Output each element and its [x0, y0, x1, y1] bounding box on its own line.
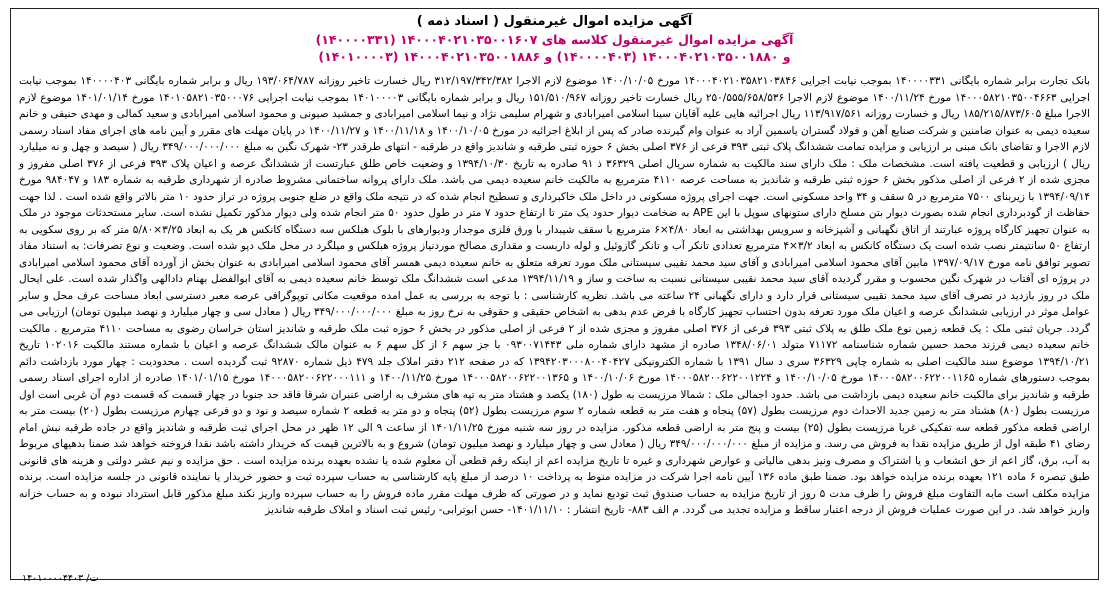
notice-footer: م الف ۸۸۳- تاریخ انتشار : ۱۴۰۱/۱۱/۱۰- حسن ابوترابی- رئیس ثبت اسناد و املاک طرقبه شاندیز — [265, 504, 679, 516]
notice-subtitle-line-1: آگهی مزایده اموال غیرمنقول کلاسه های ۱۴۰۰۰۴۰۲۱۰۳۵۰۰۱۶۰۷ (۱۴۰۰۰۰۳۳۱) — [315, 32, 794, 47]
notice-body-text: بانک تجارت برابر شماره بایگانی ۱۴۰۰۰۰۳۳۱ بموجب نیابت اجرایی ۱۴۰۰۰۴۰۲۱۰۳۵۸۲۱۰۳۸۴۶ مورخ ۱۴۰۰/۱۰/۰۵ موضوع لازم الاجرا ۳۱۲/۱۹۷/۳۴۲/۳۸۲ ریال خسارت تاخیر روزانه ۱۹۳/۰۶۴/۷۸۷ ریال و برابر شماره بایگانی ۱۴۰۰۰۰۴۰۳ بموجب نیابت اجرایی ۱۴۰۰۰۵۸۲۱۰۳۵۰۰۴۶۶۳ مورخ ۱۴۰۰/۱۱/۲۴ موضوع لازم الاجرا ۲۵۰/۵۵۵/۶۵۸/۵۳۶ ریال خسارت تاخیر روزانه ۱۵۱/۵۱۰/۹۶۷ ریال و برابر شماره بایگانی ۱۴۰۱۰۰۰۰۳ بموجب نیابت اجرایی ۱۴۰۱۰۵۸۲۱۰۳۵۰۰۰۷۶ مورخ ۱۴۰۱/۰۱/۱۴ موضوع لازم الاجرا مبلغ ۱۸۵/۲۱۵/۸۷۳/۶۰۵ ریال و خسارت روزانه ۱۱۳/۹۱۷/۵۶۱ ریال اجرائیه هایی علیه آقایان سینا اسلامی امیرابادی و شهرام سلیمی نژاد و نیما اسلامی امیرابادی و جمشید صیونی و محمود اسلامی امیرابادی و سعید کمالی و مهدی حنیفی و خانم سعیده دیمی به عنوان ضامنین و شرکت صنایع آهن و فولاد گستران یاسمین آراد به عنوان وام گیرنده صادر که پس از ابلاغ اجرائیه در مورخ ۱۴۰۰/۱۰/۰۵ و ۱۴۰۰/۱۱/۱۸ و ۱۴۰۰/۱۱/۲۷ در پایان مهلت های مقرر و آیین نامه های اجرای مفاد اسناد رسمی لازم الاجرا و تقاضای بانک مبنی بر ارزیابی و مزایده تمامت ششدانگ پلاک ثبتی ۳۹۳ فرعی از ۳۷۶ اصلی بخش ۶ حوزه ثبتی طرقبه و شاندیز واقع در طرقبه - انتهای طرقدر ۲۳- شهرک نگین به مبلغ ۳۴۹/۰۰۰/۰۰۰/۰۰۰ ریال ( سیصد و چهل و نه میلیارد ریال ) ارزیابی و قطعیت یافته است. مشخصات ملک : ملک دارای سند مالکیت به شماره سریال اصلی ۳۶۳۲۹ ذ ۹۱ صادره به تاریخ ۱۳۹۴/۱۰/۳۰ و وضعیت خاص طلق عبارتست از ششدانگ عرصه و اعیان پلاک ۳۹۳ فرعی از ۳۷۶ اصلی مفروز و مجزی شده از ۲ فرعی از اصلی مذکور بخش ۶ حوزه ثبتی طرقبه و شاندیز به مساحت عرصه ۴۱۱۰ مترمربع به مالکیت خانم سعیده دیمی می باشد. ملک دارای پروانه ساختمانی مشروط صادره از شهرداری طرقبه به شماره ۱۸۳ و ۹۸۴۰۴۷ مورخ ۱۳۹۴/۰۹/۱۴ با زیربنای ۷۵۰۰ مترمربع در ۵ سقف و ۳۴ واحد مسکونی است. جهت اجرای پروژه مسکونی در داخل ملک خاکبرداری و تسطیح انجام شده که در نتیجه ملک واقع در ضلع جنوبی پروژه در تراز حدود ۱۰ متر بالاتر واقع شده است . لذا جهت حفاظت از گودبرداری انجام شده بصورت دیوار بتن مسلح دارای ستونهای سوپل با این APE به ضخامت دیوار حدود یک متر تا ارتفاع حدود ۷ متر در طول حدود ۵۰ متر انجام شده ولی دیوار مذکور تکمیل نشده است. سایر مستحدثات موجود در ملک به عنوان تجهیز کارگاه پروژه عبارتند از اتاق نگهبانی و آشپزخانه و سرویس بهداشتی به ابعاد ۴/۸۰×۶ مترمربع با سقف شیبدار با ورق فلزی موجدار ودیوارهای با بلوک هبلکس سه دستگاه کانکس هر یک به ابعاد ۳/۲۵×۵/۸۰ متر که بر روی سکویی به ارتفاع ۵۰ سانتیمتر نصب شده است یک دستگاه کانکس به ابعاد ۳/۲×۴ مترمربع تعدادی تانکر آب و تانکر گازوئیل و لوله داربست و مقداری مصالح موردنیاز پروژه هبلکس و میلگرد در محل ملک دپو شده است. وضعیت و نوع تصرفات: به استناد مفاد تصویر توافق نامه مورخ ۱۳۹۷/۰۹/۱۷ مابین آقای محمود اسلامی امیرابادی و آقای سید محمد نقیبی سیستانی ملک مورد تعرفه متعلق به خانم سعیده دیمی همسر آقای محمود اسلامی امیرابادی به عنوان بخش از آورده آقای محمود اسلامی امیرابادی در پروژه ای آفتاب در شهرک نگین محسوب و مقرر گردیده آقای سید محمد نقیبی سیستانی نسبت به ساخت و ساز و ۱۳۹۴/۱۱/۱۹ مدعی است ششدانگ ملک توسط خانم سعیده دیمی به آقای ابوالفضل بهنام دادالهی واگذار شده است. علی ایحال ملک در روز بازدید در تصرف آقای سید محمد نقیبی سیستانی قرار دارد و دارای نگهبانی ۲۴ ساعته می باشد. نظریه کارشناسی : با توجه به بررسی به عمل امده موقعیت مکانی توپوگرافی عرصه معبر دسترسی ابعاد مساحت عرف محل و سایر عوامل موثر در ارزیابی ششدانگ عرصه و اعیان ملک مورد تعرفه بدون احتساب تجهیز کارگاه با فرض عدم بدهی به اشخاص حقیقی و حقوقی به نرخ روز به مبلغ ۳۴۹/۰۰۰/۰۰۰/۰۰۰ ریال ( معادل سی و چهار میلیارد و نهصد میلیون تومان) ارزیابی می گردد. جریان ثبتی ملک : یک قطعه زمین نوع ملک طلق به پلاک ثبتی ۳۹۳ فرعی از ۳۷۶ اصلی مفروز و مجزی شده از ۲ فرعی از اصلی مذکور در بخش ۶ حوزه ثبت ملک طرقبه و شاندیز استان خراسان رضوی به مساحت ۴۱۱۰ مترمربع . مالکیت خانم سعیده دیمی فرزند محمد حسین شماره شناسنامه ۷۱۱۷۲ متولد ۱۳۴۸/۰۶/۰۱ صادره از مشهد دارای شماره ملی ۰۹۳۰۰۷۱۴۴۳ با جز سهم ۶ از کل سهم ۶ به عنوان مالک ششدانگ عرصه و اعیان با شماره مستند مالکیت ۱۰۲۰۱۶ تاریخ ۱۳۹۴/۱۰/۲۱ موضوع سند مالکیت اصلی به شماره چاپی ۳۶۳۲۹ سری د سال ۱۳۹۱ با شماره الکترونیکی ۱۳۹۴۲۰۳۰۰۰۸۰۰۴۰۴۲۷ که در صفحه ۲۱۲ دفتر املاک جلد ۴۷۹ ذیل شماره ۹۲۸۷۰ ثبت گردیده است . محدودیت : چهار مورد بازداشت دائم بموجب دستورهای شماره ۱۴۰۰۰۵۸۲۰۰۶۲۲۰۰۱۱۶۵ مورخ ۱۴۰۰/۱۰/۰۵ و ۱۴۰۰۰۵۸۲۰۰۶۲۲۰۰۱۲۲۴ مورخ ۱۴۰۰/۱۰/۰۶ و ۱۴۰۰۰۵۸۲۰۰۶۲۲۰۰۱۳۶۵ مورخ ۱۴۰۰/۱۱/۲۵ و ۱۴۰۰۰۵۸۲۰۰۶۲۲۰۰۰۱۱۱ مورخ ۱۴۰۱/۰۱/۱۵ صادره از اداره اجرای اسناد رسمی طرقبه و شاندیز برای مالکیت خانم سعیده دیمی بازداشت می باشد. حدود اجمالی ملک : شمالا مرزیست به طول (۱۸۰) یکصد و هشتاد متر به تپه های مشرف به اراضی عنبران شرقا فاقد حد جنوبا در چهار قسمت که قسمت دوم آن غربی است اول مرزیست بطول (۸۰) هشتاد متر به زمین جدید الاحداث دوم مرزیست بطول (۵۷) پنجاه و هفت متر به قطعه شماره ۲ سوم مرزیست بطول (۵۲) پنجاه و دو متر به قطعه ۲ شماره سیصد و نود و دو فرعی چهارم مرزیست بطول (۲۰) بیست متر به اراضی قطعه مذکور قطعه سه تفکیکی غربا مرزیست بطول (۲۵) بیست و پنج متر به اراضی قطعه مذکور. مزایده در روز سه شنبه مورخ ۱۴۰۱/۱۱/۲۵ از ساعت ۹ الی ۱۲ ظهر در محل اجرای ثبت طرقبه و شاندیز واقع در جاده طرقبه نبش امام رضای ۴۱ طبقه اول از طریق مزایده نقدا به فروش می رسد. و مزایده از مبلغ ۳۴۹/۰۰۰/۰۰۰/۰۰۰ ریال ( معادل سی و چهار میلیارد و نهصد میلیون تومان) شروع و به بالاترین قیمت که خریدار داشته باشد نقدا فروخته خواهد شد ضمنا بدهیهای مربوط به آب، برق، گاز اعم از حق انشعاب و یا اشتراک و مصرف ونیز بدهی مالیاتی و عوارض شهرداری و غیره تا تاریخ مزایده اعم از اینکه رقم قطعی آن معلوم شده یا نشده بعهده برنده مزایده است . حق مزایده و نیم عشر دولتی و هزینه های قانونی طبق تبصره ۶ ماده ۱۲۱ بعهده برنده مزایده خواهد بود. ضمنا طبق ماده ۱۳۶ آیین نامه اجرا شرکت در مزایده منوط به پرداخت ۱۰ درصد از مبلغ پایه کارشناسی به حساب سپرده ثبت و حضور خریدار یا نماینده قانونی در جلسه مزایده است. برنده مزایده مکلف است مابه التفاوت مبلغ فروش را ظرف مدت ۵ روز از تاریخ مزایده به حساب صندوق ثبت تودیع نماید و در صورتی که ظرف مهلت مقرر ماده فروش را به حساب سپرده واریز نکند مبلغ مذکور قابل استرداد نبوده و به حساب خزانه واریز خواهد شد. در این صورت عملیات فروش از درجه اعتبار ساقط و مزایده تجدید می گردد. — [19, 75, 1091, 516]
notice-subtitle-line-2: و ۱۴۰۰۰۴۰۲۱۰۳۵۰۰۱۸۸۰ (۱۴۰۰۰۰۴۰۳) و ۱۴۰۰۰۴۰۲۱۰۳۵۰۰۱۸۸۶ (۱۴۰۱۰۰۰۰۳) — [318, 49, 791, 64]
reference-code: ۱۴۰۱۰۰۰۰۴۴۰۳ /ت — [22, 573, 99, 584]
auction-notice — [10, 8, 1099, 580]
notice-header — [19, 13, 1090, 65]
notice-body — [19, 73, 1090, 519]
notice-title: آگهی مزایده اموال غیرمنقول ( اسناد ذمه ) — [416, 14, 693, 29]
